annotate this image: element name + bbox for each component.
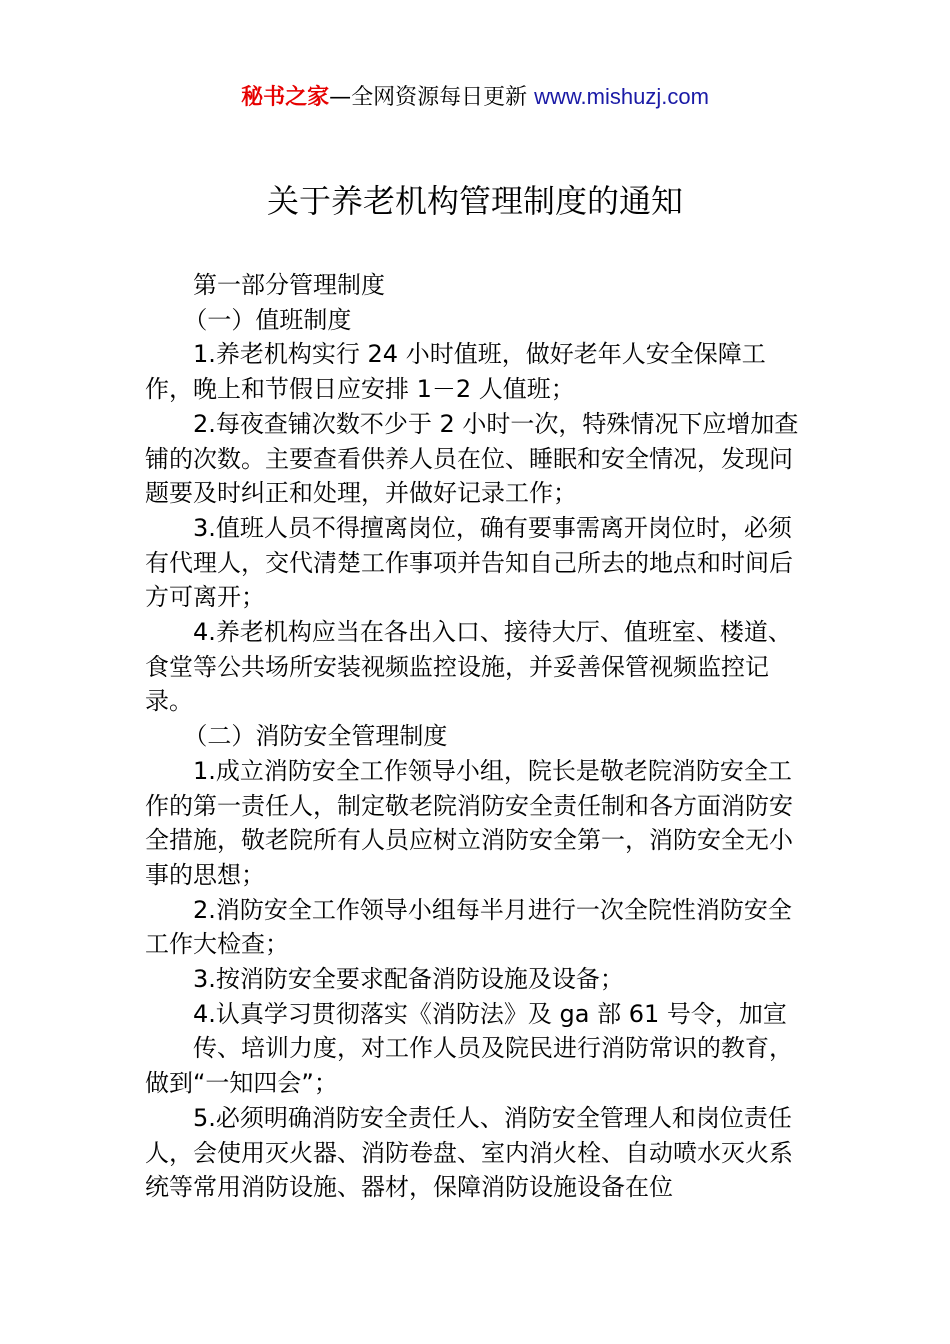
paragraph: 3.按消防安全要求配备消防设施及设备； xyxy=(193,965,624,994)
section-heading: （二）消防安全管理制度 xyxy=(183,722,448,751)
section-heading: （一）值班制度 xyxy=(183,305,352,334)
site-header xyxy=(0,80,950,115)
part-heading: 第一部分管理制度 xyxy=(193,271,385,299)
paragraph: 2.每夜查铺次数不少于 2 小时一次，特殊情况下应增加查铺的次数。主要查看供养人员在位、睡眠和安全情况，发现问题要及时纠正和处理，并做好记录工作； xyxy=(145,409,799,508)
paragraph: 传、培训力度，对工作人员及院民进行消防常识的教育，做到“一知四会”； xyxy=(145,1034,793,1098)
paragraph: 4.认真学习贯彻落实《消防法》及 ga 部 61 号令，加宣 xyxy=(193,999,787,1028)
document-title: 关于养老机构管理制度的通知 xyxy=(266,182,683,220)
paragraph: 5.必须明确消防安全责任人、消防安全管理人和岗位责任人，会使用灭火器、消防卷盘、室内消火栓、自动喷水灭火系统等常用消防设施、器材，保障消防设施设备在位 xyxy=(145,1103,793,1202)
paragraph: 1.成立消防安全工作领导小组，院长是敬老院消防安全工作的第一责任人，制定敬老院消防安全责任制和各方面消防安全措施，敬老院所有人员应树立消防安全第一，消防安全无小事的思想； xyxy=(145,756,793,889)
site-brand: 秘书之家 xyxy=(241,85,330,110)
paragraph: 2.消防安全工作领导小组每半月进行一次全院性消防安全工作大检查； xyxy=(145,895,792,959)
paragraph: 3.值班人员不得擅离岗位，确有要事需离开岗位时，必须有代理人，交代清楚工作事项并告知自己所去的地点和时间后方可离开； xyxy=(145,513,793,612)
site-tagline: —全网资源每日更新 xyxy=(329,85,535,110)
site-url-link[interactable]: www.mishuzj.com xyxy=(534,84,709,109)
document-body xyxy=(145,268,810,1205)
paragraph: 1.养老机构实行 24 小时值班，做好老年人安全保障工作，晚上和节假日应安排 1－2 人值班； xyxy=(145,340,766,404)
paragraph: 4.养老机构应当在各出入口、接待大厅、值班室、楼道、食堂等公共场所安装视频监控设施，并妥善保管视频监控记录。 xyxy=(145,618,792,716)
